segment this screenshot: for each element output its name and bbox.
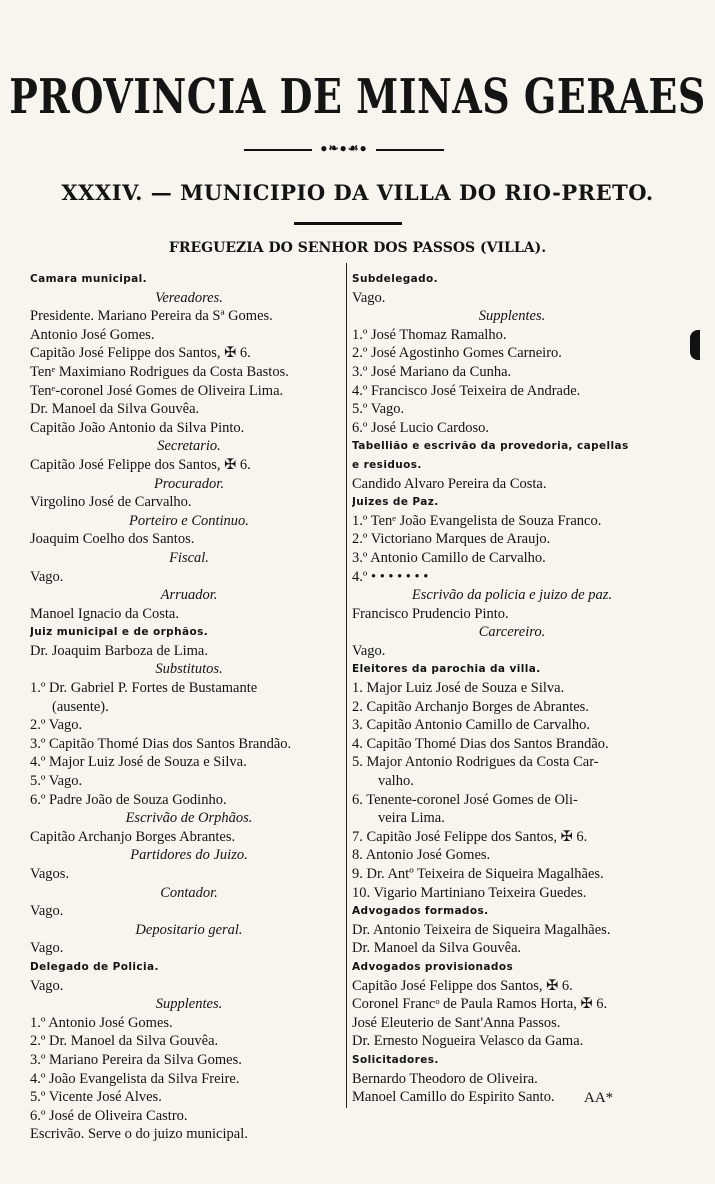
- section-heading: Delegado de Policia.: [30, 960, 159, 973]
- text-line: 5.º Vago.: [30, 773, 83, 790]
- text-line: 4. Capitão Thomé Dias dos Santos Brandão.: [352, 735, 609, 752]
- text-line: 2.º Dr. Manoel da Silva Gouvêa.: [30, 1033, 219, 1050]
- text-line: 2.º Victoriano Marques de Araujo.: [352, 531, 551, 548]
- section-heading: Advogados provisionados: [352, 960, 514, 973]
- text-line: Capitão João Antonio da Silva Pinto.: [30, 419, 245, 436]
- text-line: 5.º Vicente José Alves.: [30, 1089, 162, 1106]
- text-line: Dr. Manoel da Silva Gouvêa.: [352, 940, 522, 957]
- text-line: 5.º Vago.: [352, 401, 405, 418]
- text-line: Dr. Antonio Teixeira de Siqueira Magalhães.: [352, 921, 611, 938]
- section-heading: Juizes de Paz.: [352, 496, 439, 509]
- text-line: Vago.: [352, 289, 386, 306]
- text-line: Porteiro e Continuo.: [129, 512, 249, 529]
- text-line: Vago.: [30, 568, 64, 585]
- text-line: Fiscal.: [169, 549, 209, 566]
- section-heading: Solicitadores.: [352, 1053, 439, 1066]
- municipality-subtitle: XXXIV. — MUNICIPIO DA VILLA DO RIO-PRETO.: [61, 180, 654, 205]
- text-line: 2.º Vago.: [30, 717, 83, 734]
- text-line: Tenᵉ Maximiano Rodrigues da Costa Bastos.: [30, 363, 289, 380]
- section-heading: e residuos.: [352, 458, 422, 471]
- text-line: Joaquim Coelho dos Santos.: [30, 531, 195, 548]
- text-line: Vago.: [30, 903, 64, 920]
- text-line: Escrivão. Serve o do juizo municipal.: [30, 1126, 248, 1143]
- text-line: Procurador.: [154, 475, 224, 492]
- section-heading: Subdelegado.: [352, 273, 439, 285]
- text-line: Substitutos.: [155, 661, 223, 678]
- text-line: Virgolino José de Carvalho.: [30, 494, 192, 511]
- text-line: Escrivão da policia e juizo de paz.: [411, 587, 613, 604]
- text-line: Candido Alvaro Pereira da Costa.: [352, 475, 547, 492]
- text-line: Vagos.: [30, 866, 70, 882]
- text-line: 3.º Capitão Thomé Dias dos Santos Brandão.: [30, 735, 292, 752]
- text-line: veira Lima.: [378, 810, 445, 827]
- text-line: Vago.: [30, 977, 64, 994]
- text-line: 1. Major Luiz José de Souza e Silva.: [352, 680, 565, 697]
- text-line: Vereadores.: [155, 289, 223, 306]
- text-line: Capitão José Felippe dos Santos, ✠ 6.: [30, 345, 251, 362]
- text-line: 4.º João Evangelista da Silva Freire.: [30, 1070, 240, 1087]
- text-line: 6.º Padre João de Souza Godinho.: [30, 791, 227, 808]
- text-line: 3.º Antonio Camillo de Carvalho.: [352, 549, 546, 566]
- text-line: Manoel Camillo do Espirito Santo.: [352, 1089, 555, 1106]
- text-line: 1.º Tenᵉ João Evangelista de Souza Franco.: [352, 512, 602, 529]
- right-column: [352, 270, 672, 1107]
- text-line: 6. Tenente-coronel José Gomes de Oli-: [352, 791, 578, 808]
- text-line: Vago.: [352, 642, 386, 659]
- text-line: 4.º Francisco José Teixeira de Andrade.: [352, 382, 581, 399]
- section-heading: Tabellião e escrivão da provedoria, capellas: [352, 440, 629, 453]
- text-line: Partidores do Juizo.: [130, 847, 248, 864]
- text-line: 7. Capitão José Felippe dos Santos, ✠ 6.: [352, 828, 588, 845]
- text-line: Presidente. Mariano Pereira da Sª Gomes.: [30, 308, 273, 325]
- text-line: Coronel Francᵒ de Paula Ramos Horta, ✠ 6.: [352, 996, 608, 1013]
- text-line: 1.º José Thomaz Ramalho.: [352, 326, 507, 343]
- text-line: 2. Capitão Archanjo Borges de Abrantes.: [352, 698, 589, 715]
- text-line: Tenᵉ-coronel José Gomes de Oliveira Lima.: [30, 382, 284, 399]
- text-line: Dr. Manoel da Silva Gouvêa.: [30, 401, 200, 418]
- left-column: [30, 270, 348, 1144]
- text-line: Capitão Archanjo Borges Abrantes.: [30, 828, 236, 845]
- text-line: Francisco Prudencio Pinto.: [352, 605, 509, 622]
- text-line: Dr. Joaquim Barboza de Lima.: [30, 642, 208, 659]
- text-line: Capitão José Felippe dos Santos, ✠ 6.: [30, 456, 251, 473]
- text-line: 4.º • • • • • • •: [352, 568, 429, 585]
- text-line: Capitão José Felippe dos Santos, ✠ 6.: [352, 977, 573, 994]
- text-line: 2.º José Agostinho Gomes Carneiro.: [352, 345, 562, 362]
- text-line: Vago.: [30, 940, 64, 957]
- text-line: Carcereiro.: [478, 624, 546, 641]
- text-line: Escrivão de Orphãos.: [125, 810, 253, 827]
- text-line: 6.º José de Oliveira Castro.: [30, 1107, 188, 1124]
- text-line: 6.º José Lucio Cardoso.: [352, 419, 489, 436]
- text-line: 3.º José Mariano da Cunha.: [352, 363, 512, 380]
- text-line: 1.º Antonio José Gomes.: [30, 1014, 173, 1031]
- text-line: Dr. Ernesto Nogueira Velasco da Gama.: [352, 1033, 584, 1050]
- page-title: PROVINCIA DE MINAS GERAES: [9, 68, 706, 125]
- text-line: 5. Major Antonio Rodrigues da Costa Car-: [352, 754, 599, 771]
- title-ornament: [244, 143, 444, 157]
- margin-mark: [690, 330, 700, 360]
- text-line: Supplentes.: [478, 308, 546, 325]
- text-line: Antonio José Gomes.: [30, 326, 155, 343]
- text-line: 8. Antonio José Gomes.: [352, 847, 491, 864]
- divider-rule: [294, 222, 402, 225]
- text-line: valho.: [378, 773, 414, 790]
- section-heading: Eleitores da parochia da villa.: [352, 663, 541, 676]
- page-signature: AA*: [584, 1090, 614, 1106]
- text-line: 3.º Mariano Pereira da Silva Gomes.: [30, 1051, 242, 1068]
- section-heading: Juiz municipal e de orphãos.: [30, 626, 209, 639]
- parish-heading: FREGUEZIA DO SENHOR DOS PASSOS (VILLA).: [168, 240, 547, 256]
- text-line: 10. Vigario Martiniano Teixeira Guedes.: [352, 884, 587, 901]
- text-line: 3. Capitão Antonio Camillo de Carvalho.: [352, 717, 591, 734]
- text-line: Secretario.: [157, 438, 221, 455]
- text-line: 4.º Major Luiz José de Souza e Silva.: [30, 754, 247, 771]
- text-line: 1.º Dr. Gabriel P. Fortes de Bustamante: [30, 680, 258, 697]
- section-heading: Advogados formados.: [352, 905, 489, 918]
- text-line: Supplentes.: [155, 996, 223, 1013]
- text-line: José Eleuterio de Sant'Anna Passos.: [352, 1014, 561, 1031]
- text-line: Manoel Ignacio da Costa.: [30, 605, 179, 622]
- text-line: Arruador.: [160, 587, 218, 604]
- text-line: Contador.: [160, 884, 218, 901]
- text-line: 9. Dr. Antº Teixeira de Siqueira Magalhães.: [352, 866, 604, 882]
- ornament-glyphs: ●❧●☙●: [320, 141, 368, 155]
- section-heading: Camara municipal.: [30, 273, 148, 285]
- text-line: Bernardo Theodoro de Oliveira.: [352, 1070, 538, 1087]
- text-line: Depositario geral.: [135, 921, 243, 938]
- text-line: (ausente).: [52, 698, 109, 715]
